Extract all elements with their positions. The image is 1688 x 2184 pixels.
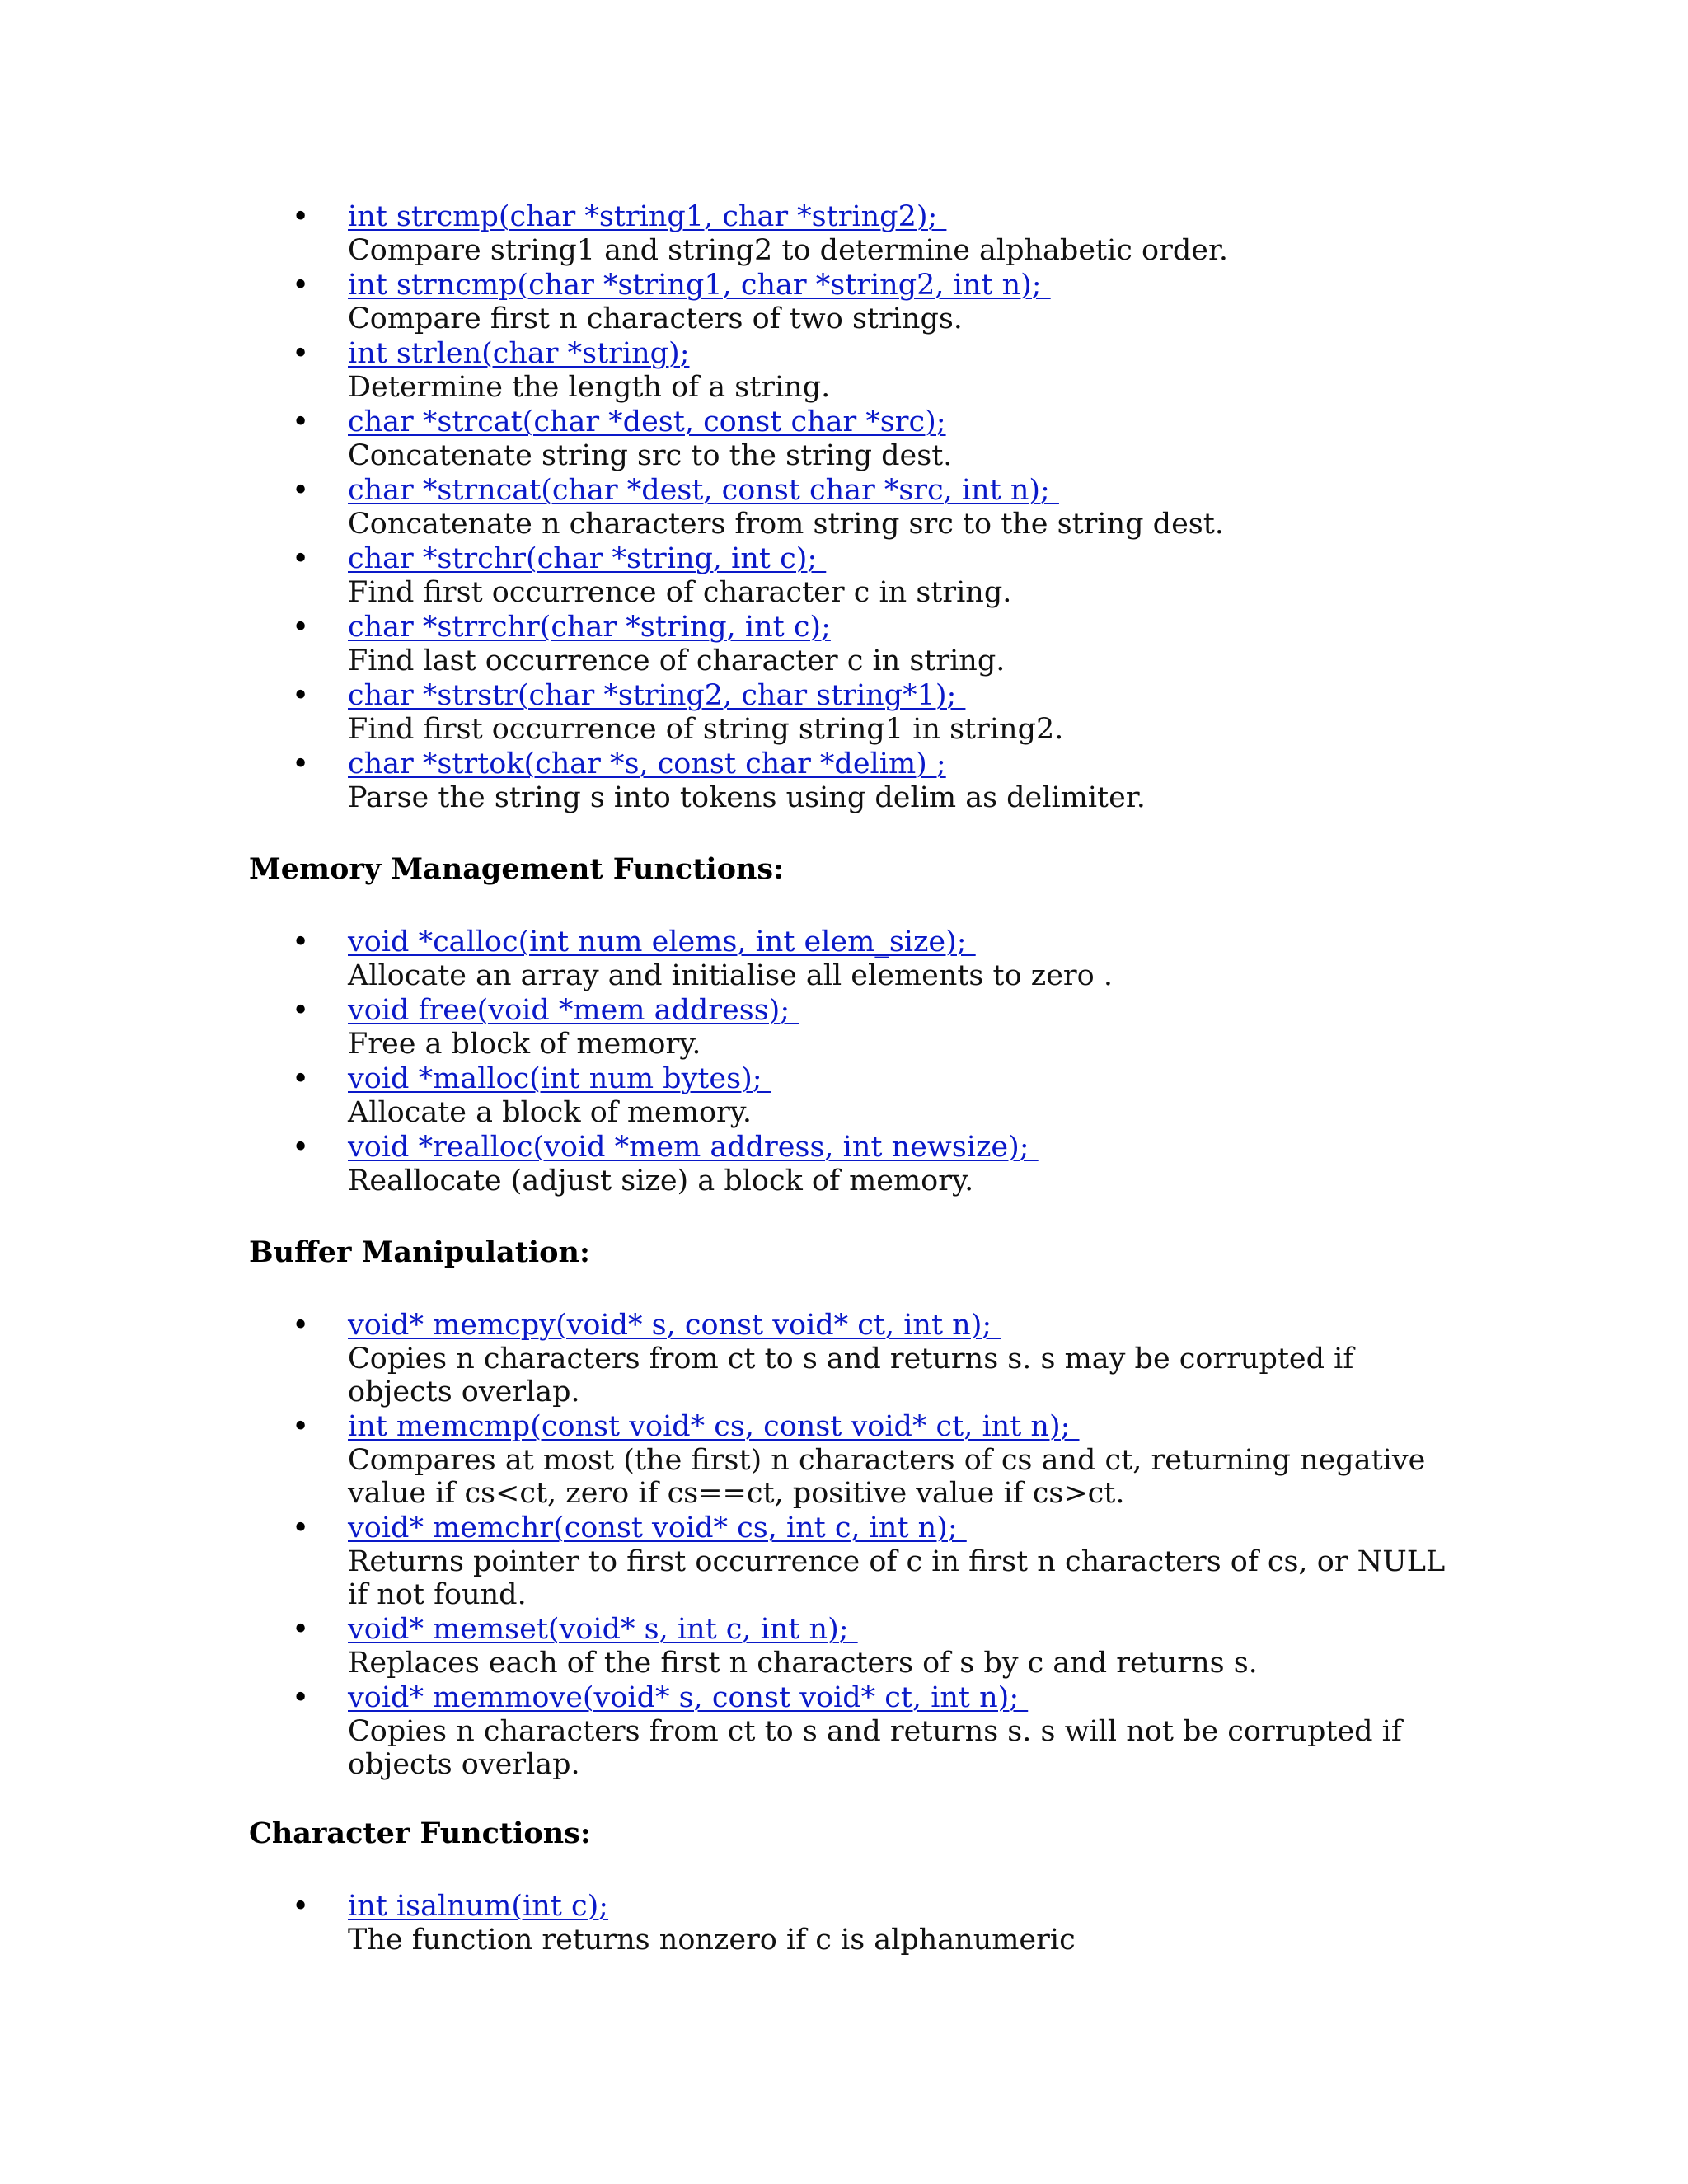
function-link[interactable]: char *strcat(char *dest, const char *src); (348, 405, 946, 438)
function-link[interactable]: int strcmp(char *string1, char *string2); (348, 200, 947, 233)
function-link[interactable]: int memcmp(const void* cs, const void* ct, int n); (348, 1410, 1080, 1443)
function-description: Find first occurrence of string string1 in string2. (348, 713, 1064, 746)
function-description: Find first occurrence of character c in string. (348, 576, 1012, 609)
function-description: Returns pointer to first occurrence of c in first n characters of cs, or NULL if not found. (348, 1545, 1446, 1611)
function-link[interactable]: void* memcpy(void* s, const void* ct, int n); (348, 1309, 1001, 1342)
function-description: Free a block of memory. (348, 1028, 701, 1061)
bullet: • (292, 679, 310, 713)
bullet: • (292, 542, 310, 576)
bullet: • (292, 337, 310, 371)
bullet: • (292, 1890, 310, 1924)
function-link[interactable]: void *malloc(int num bytes); (348, 1062, 771, 1095)
bullet: • (292, 1131, 310, 1165)
function-link[interactable]: char *strstr(char *string2, char string*1); (348, 679, 966, 712)
function-link[interactable]: int isalnum(int c); (348, 1890, 609, 1923)
function-link[interactable]: void *calloc(int num elems, int elem_size); (348, 926, 976, 958)
function-link[interactable]: char *strrchr(char *string, int c); (348, 611, 831, 644)
function-link[interactable]: void *realloc(void *mem address, int newsize); (348, 1131, 1039, 1164)
function-link[interactable]: int strlen(char *string); (348, 337, 690, 370)
bullet: • (292, 1613, 310, 1647)
function-description: Concatenate n characters from string src to the string dest. (348, 508, 1224, 541)
bullet: • (292, 1062, 310, 1096)
function-link[interactable]: char *strtok(char *s, const char *delim) ; (348, 748, 946, 780)
function-description: Reallocate (adjust size) a block of memory. (348, 1165, 974, 1197)
bullet: • (292, 200, 310, 234)
function-description: Allocate an array and initialise all elements to zero . (348, 959, 1113, 992)
function-link[interactable]: void* memset(void* s, int c, int n); (348, 1613, 858, 1646)
function-description: Copies n characters from ct to s and returns s. s will not be corrupted if objects overlap. (348, 1715, 1402, 1781)
function-link[interactable]: void* memmove(void* s, const void* ct, int n); (348, 1681, 1029, 1714)
function-description: Copies n characters from ct to s and returns s. s may be corrupted if objects overlap. (348, 1343, 1354, 1408)
function-description: The function returns nonzero if c is alphanumeric (348, 1924, 1076, 1957)
function-description: Determine the length of a string. (348, 371, 831, 404)
function-description: Replaces each of the first n characters of s by c and returns s. (348, 1647, 1258, 1680)
function-description: Parse the string s into tokens using delim as delimiter. (348, 781, 1146, 814)
memory-section-heading: Memory Management Functions: (249, 852, 785, 886)
bullet: • (292, 405, 310, 439)
bullet: • (292, 1309, 310, 1343)
function-link[interactable]: int strncmp(char *string1, char *string2, int n); (348, 269, 1051, 302)
bullet: • (292, 269, 310, 302)
function-description: Compares at most (the first) n characters of cs and ct, returning negative value if cs<ct, zero if cs==ct, positive value if cs>ct. (348, 1444, 1426, 1510)
function-description: Compare first n characters of two strings. (348, 302, 963, 335)
function-description: Allocate a block of memory. (348, 1096, 752, 1129)
bullet: • (292, 611, 310, 644)
function-description: Find last occurrence of character c in string. (348, 644, 1006, 677)
bullet: • (292, 926, 310, 959)
function-link[interactable]: void free(void *mem address); (348, 994, 799, 1027)
bullet: • (292, 1410, 310, 1444)
function-description: Compare string1 and string2 to determine alphabetic order. (348, 234, 1228, 267)
function-description: Concatenate string src to the string dest. (348, 439, 953, 472)
bullet: • (292, 1681, 310, 1715)
bullet: • (292, 994, 310, 1028)
bullet: • (292, 748, 310, 781)
function-link[interactable]: void* memchr(const void* cs, int c, int n); (348, 1511, 967, 1544)
buffer-section-heading: Buffer Manipulation: (249, 1235, 590, 1269)
bullet: • (292, 1511, 310, 1545)
bullet: • (292, 474, 310, 508)
character-section-heading: Character Functions: (249, 1816, 591, 1850)
function-link[interactable]: char *strchr(char *string, int c); (348, 542, 827, 575)
function-link[interactable]: char *strncat(char *dest, const char *src, int n); (348, 474, 1059, 507)
